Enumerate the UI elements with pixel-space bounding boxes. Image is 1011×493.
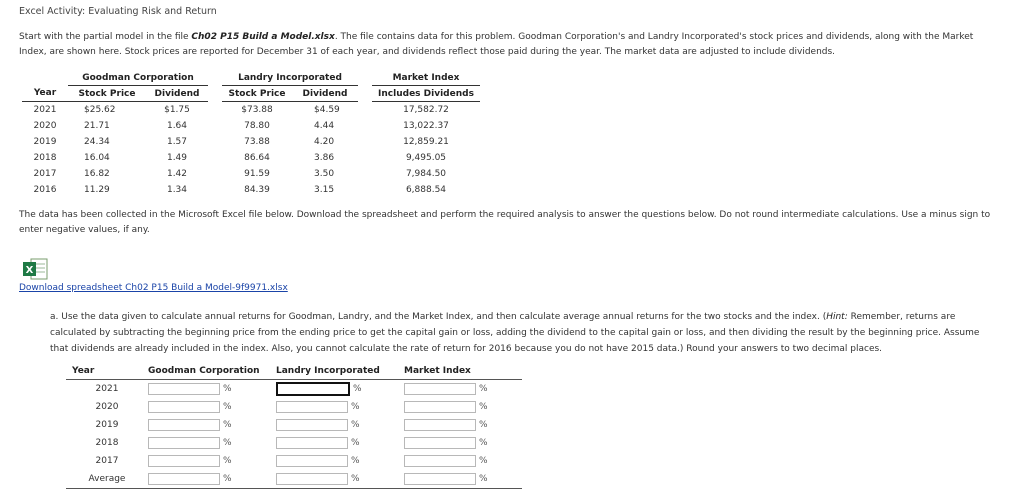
table-row xyxy=(22,134,480,150)
answer-cell xyxy=(276,380,404,399)
spacer xyxy=(358,86,372,102)
group-market: Market Index xyxy=(372,70,480,86)
percent-unit: % xyxy=(353,384,362,394)
column-header: Includes Dividends xyxy=(372,86,480,102)
answer-row xyxy=(66,416,522,434)
value-cell: 1.34 xyxy=(166,185,188,195)
page-title: Excel Activity: Evaluating Risk and Return xyxy=(19,6,217,17)
excel-file-icon[interactable] xyxy=(22,258,48,280)
landry-return-input[interactable] xyxy=(276,419,348,431)
percent-unit: % xyxy=(479,420,488,430)
answer-cell xyxy=(404,416,522,434)
stock-data-table xyxy=(22,70,480,198)
value-cell: 7,984.50 xyxy=(405,169,447,179)
intro-paragraph xyxy=(19,30,994,60)
spacer xyxy=(208,182,222,198)
answer-cell xyxy=(148,380,276,399)
landry-return-input[interactable] xyxy=(276,473,348,485)
spacer xyxy=(358,182,372,198)
answer-row xyxy=(66,398,522,416)
download-spreadsheet-link[interactable]: Download spreadsheet Ch02 P15 Build a Model-9f9971.xlsx xyxy=(19,283,288,293)
value-cell: 11.29 xyxy=(84,185,110,195)
answer-cell xyxy=(148,434,276,452)
market-return-input[interactable] xyxy=(404,437,476,449)
column-header: Year xyxy=(22,86,68,102)
percent-unit: % xyxy=(479,474,488,484)
answer-row xyxy=(66,452,522,470)
value-cell: 16.82 xyxy=(84,169,110,179)
question-a-paragraph xyxy=(50,309,990,357)
spacer xyxy=(358,166,372,182)
percent-unit: % xyxy=(351,456,360,466)
answer-row xyxy=(66,380,522,399)
value-cell: 84.39 xyxy=(244,185,270,195)
answer-cell xyxy=(404,380,522,399)
value-cell: $1.75 xyxy=(164,105,190,115)
year-cell: 2020 xyxy=(33,121,57,131)
spacer xyxy=(208,102,222,119)
spacer xyxy=(358,134,372,150)
percent-unit: % xyxy=(479,456,488,466)
answer-year-label: 2018 xyxy=(95,438,119,448)
answer-cell xyxy=(404,470,522,489)
percent-unit: % xyxy=(223,456,232,466)
value-cell: 13,022.37 xyxy=(403,121,449,131)
answer-cell xyxy=(276,416,404,434)
value-cell: 4.20 xyxy=(314,137,335,147)
value-cell: $25.62 xyxy=(84,105,116,115)
table-row xyxy=(22,150,480,166)
market-return-input[interactable] xyxy=(404,419,476,431)
spacer xyxy=(208,134,222,150)
answer-header-year: Year xyxy=(66,362,148,380)
table-row xyxy=(22,166,480,182)
value-cell: 12,859.21 xyxy=(403,137,449,147)
spacer xyxy=(208,118,222,134)
answer-table xyxy=(66,362,522,489)
landry-return-input[interactable] xyxy=(276,437,348,449)
answer-cell xyxy=(276,398,404,416)
percent-unit: % xyxy=(479,438,488,448)
year-cell: 2017 xyxy=(33,169,57,179)
answer-year-label: 2019 xyxy=(95,420,119,430)
value-cell: 73.88 xyxy=(244,137,270,147)
answer-cell xyxy=(148,470,276,489)
year-cell: 2021 xyxy=(33,105,57,115)
answer-year-label: 2020 xyxy=(95,402,119,412)
value-cell: 78.80 xyxy=(244,121,270,131)
instructions-line-1: The data has been collected in the Microsoft Excel file below. Download the spreadsheet and perform the required analysis to answer the questions below. Do not round intermediate calculations. Use a minus sign to xyxy=(19,210,991,220)
answer-cell xyxy=(404,452,522,470)
spacer xyxy=(208,150,222,166)
percent-unit: % xyxy=(223,384,232,394)
percent-unit: % xyxy=(351,402,360,412)
answer-cell xyxy=(148,416,276,434)
question-line-3: that dividends are already included in the index. Also, you cannot calculate the rate of return for 2016 because you do not have 2015 data.) Round your answers to two decimal places. xyxy=(50,344,883,354)
goodman-return-input[interactable] xyxy=(148,419,220,431)
table-row xyxy=(22,182,480,198)
column-header: Dividend xyxy=(292,86,358,102)
answer-cell xyxy=(276,470,404,489)
market-return-input[interactable] xyxy=(404,401,476,413)
column-header: Stock Price xyxy=(222,86,292,102)
value-cell: 9,495.05 xyxy=(405,153,447,163)
question-line-2: calculated by subtracting the beginning price from the ending price to get the capital gain or loss, adding the dividend to the capital gain or loss, and then dividing the result by the beginning price. Assume xyxy=(50,328,980,338)
spacer xyxy=(358,150,372,166)
goodman-return-input[interactable] xyxy=(148,401,220,413)
answer-cell xyxy=(404,398,522,416)
answer-cell xyxy=(276,452,404,470)
intro-line-1: Start with the partial model in the file Ch02 P15 Build a Model.xlsx. The file contains data for this problem. Goodman Corporation's and Landry Incorporated's stock prices and dividends, along with the Market xyxy=(19,32,974,42)
goodman-return-input[interactable] xyxy=(148,437,220,449)
table-row xyxy=(22,102,480,119)
goodman-return-input[interactable] xyxy=(148,473,220,485)
landry-return-input[interactable] xyxy=(276,401,348,413)
goodman-return-input[interactable] xyxy=(148,455,220,467)
value-cell: 3.15 xyxy=(314,185,335,195)
answer-header-goodman: Goodman Corporation xyxy=(148,362,276,380)
market-return-input[interactable] xyxy=(404,473,476,485)
percent-unit: % xyxy=(223,420,232,430)
table-row xyxy=(22,118,480,134)
percent-unit: % xyxy=(351,474,360,484)
value-cell: $4.59 xyxy=(314,105,340,115)
year-cell: 2019 xyxy=(33,137,57,147)
market-return-input[interactable] xyxy=(404,455,476,467)
percent-unit: % xyxy=(223,438,232,448)
answer-header-market: Market Index xyxy=(404,362,522,380)
intro-line-2: Index, are shown here. Stock prices are reported for December 31 of each year, and dividends reflect those paid during the year. The market data are adjusted to include dividends. xyxy=(19,47,836,57)
answer-cell xyxy=(276,434,404,452)
answer-year-label: 2021 xyxy=(95,384,119,394)
answer-cell xyxy=(148,398,276,416)
answer-row xyxy=(66,434,522,452)
instructions-paragraph xyxy=(19,208,994,238)
landry-return-input[interactable] xyxy=(276,455,348,467)
spacer xyxy=(358,102,372,119)
value-cell: 24.34 xyxy=(84,137,110,147)
percent-unit: % xyxy=(351,420,360,430)
file-name: Ch02 P15 Build a Model.xlsx xyxy=(191,32,335,42)
value-cell: 86.64 xyxy=(244,153,270,163)
value-cell: 4.44 xyxy=(314,121,335,131)
spacer xyxy=(358,118,372,134)
answer-row xyxy=(66,470,522,489)
market-return-input[interactable] xyxy=(404,383,476,395)
percent-unit: % xyxy=(351,438,360,448)
percent-unit: % xyxy=(479,384,488,394)
column-header: Dividend xyxy=(146,86,208,102)
group-goodman: Goodman Corporation xyxy=(68,70,208,86)
value-cell: $73.88 xyxy=(241,105,273,115)
column-header: Stock Price xyxy=(68,86,146,102)
spacer xyxy=(208,86,222,102)
answer-cell xyxy=(404,434,522,452)
question-line-1: a. Use the data given to calculate annual returns for Goodman, Landry, and the Market Index, and then calculate average annual returns for the two stocks and the index. (Hint: Remember, returns are xyxy=(50,312,956,322)
answer-cell xyxy=(148,452,276,470)
instructions-line-2: enter negative values, if any. xyxy=(19,225,150,235)
value-cell: 17,582.72 xyxy=(403,105,449,115)
percent-unit: % xyxy=(223,474,232,484)
value-cell: 16.04 xyxy=(84,153,110,163)
value-cell: 21.71 xyxy=(84,121,110,131)
value-cell: 3.50 xyxy=(314,169,335,179)
answer-header-landry: Landry Incorporated xyxy=(276,362,404,380)
year-cell: 2018 xyxy=(33,153,57,163)
answer-year-label: 2017 xyxy=(95,456,119,466)
value-cell: 1.49 xyxy=(166,153,188,163)
svg-text:X: X xyxy=(25,265,34,276)
value-cell: 1.57 xyxy=(166,137,188,147)
landry-return-input[interactable] xyxy=(276,382,350,396)
spacer xyxy=(208,166,222,182)
value-cell: 3.86 xyxy=(314,153,335,163)
value-cell: 1.64 xyxy=(166,121,188,131)
value-cell: 91.59 xyxy=(244,169,270,179)
answer-year-label: Average xyxy=(66,470,148,489)
value-cell: 1.42 xyxy=(166,169,188,179)
value-cell: 6,888.54 xyxy=(405,185,447,195)
goodman-return-input[interactable] xyxy=(148,383,220,395)
group-landry: Landry Incorporated xyxy=(222,70,358,86)
percent-unit: % xyxy=(223,402,232,412)
percent-unit: % xyxy=(479,402,488,412)
year-cell: 2016 xyxy=(33,185,57,195)
